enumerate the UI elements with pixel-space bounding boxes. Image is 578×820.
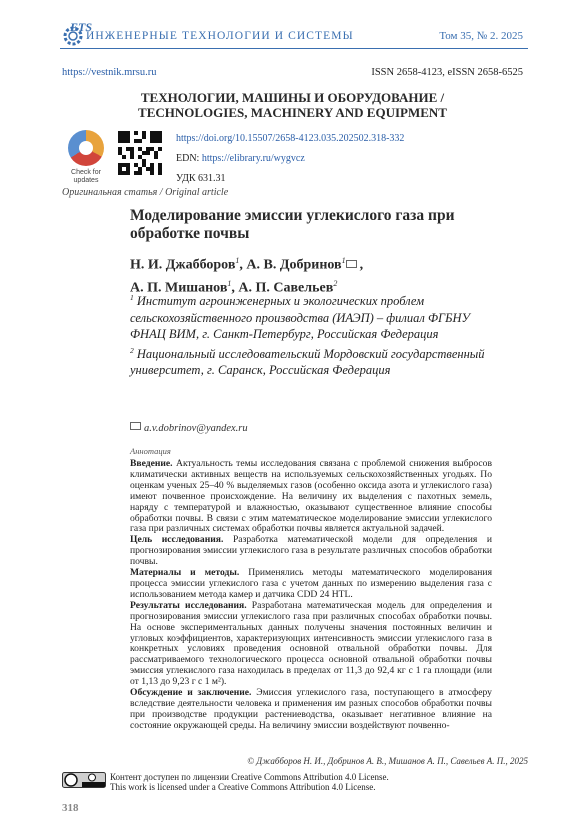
envelope-icon bbox=[130, 422, 141, 430]
journal-logo-text: ETS bbox=[70, 20, 93, 34]
edn: EDN: https://elibrary.ru/wygvcz bbox=[176, 153, 305, 164]
page-number: 318 bbox=[62, 802, 79, 814]
udk: УДК 631.31 bbox=[176, 173, 226, 184]
affiliation-1: $^1$ Институт агроинженерных и экологических проблем сельскохозяйственного производства (ИАЭП) – филиал ФГБНУ ФНАЦ ВИМ, г. Санкт-Петербург, Российская Федерация bbox=[130, 293, 470, 342]
journal-url-link[interactable]: https://vestnik.mrsu.ru bbox=[62, 67, 157, 78]
abstract-methods: Материалы и методы. Применялись методы математического моделирования процесса эмиссии углекислого газа с учетом данных по измерению выделения газа с использованием метода камер и датчика CDD 24 HTL. bbox=[130, 567, 492, 600]
abstract-aim: Цель исследования. Разработка математической модели для определения и прогнозирования эмиссии углекислого газа в результате различных способов обработки почвы. bbox=[130, 534, 493, 568]
affiliation-2: $^2$ Национальный исследовательский Мордовский государственный университет, г. Саранск, Российская Федерация bbox=[130, 345, 485, 378]
corresponding-email bbox=[130, 423, 248, 434]
check-updates-icon bbox=[68, 130, 104, 166]
affiliations bbox=[130, 290, 490, 379]
author-1: Н. И. Джабборов bbox=[130, 257, 236, 273]
section-title bbox=[62, 90, 523, 120]
authors: Н. И. Джабборов$^1$, А. В. Добринов$^1$ , А. П. Мишанов$^1$, А. П. Савельев$^2$ bbox=[130, 256, 364, 296]
abstract-intro: Введение. Актуальность темы исследования связана с проблемой снижения выбросов климатически активных веществ на используемых сельскохозяйственных угодьях. По оценкам ученых 25–40 % выделяемых газов (особенно оксида азота и углекислого газа) имеют почвенное происхождение. На величину их выделения с пахотных земель, наряду с температурой и влажностью, оказывают существенное влияние способы обработки почвы. В связи с этим математическое моделирование эмиссии углекислого газа при различных системах обработки почвы является актуальной задачей. bbox=[130, 458, 492, 535]
doi-link[interactable]: https://doi.org/10.15507/2658-4123.035.202502.318-332 bbox=[176, 133, 405, 144]
author-2: А. В. Добринов bbox=[246, 257, 342, 273]
section-title-ru: ТЕХНОЛОГИИ, МАШИНЫ И ОБОРУДОВАНИЕ / bbox=[140, 90, 445, 105]
cc-by-license-icon bbox=[62, 772, 106, 788]
email-link[interactable]: a.v.dobrinov@yandex.ru bbox=[144, 423, 248, 434]
journal-name: ИНЖЕНЕРНЫЕ ТЕХНОЛОГИИ И СИСТЕМЫ bbox=[86, 30, 354, 42]
abstract-label: Аннотация bbox=[130, 446, 171, 456]
article-type: Оригинальная статья / Original article bbox=[62, 187, 229, 198]
author-4: А. П. Савельев bbox=[238, 280, 334, 296]
copyright: © Джабборов Н. И., Добринов А. В., Мишанов А. П., Савельев А. П., 2025 bbox=[247, 756, 528, 766]
license-ru: Контент доступен по лицензии Creative Commons Attribution 4.0 License. bbox=[110, 772, 389, 782]
abstract-results: Результаты исследования. Разработана математическая модель для определения и прогнозирования эмиссии углекислого газа при различных способах обработки почвы. На основе экспериментальных данных получены значения постоянных величин и угловых коэффициентов, характеризующих интенсивность эмиссии углекислого газа в конкретных условиях проведения основной отвальной обработки почвы. Для рассматриваемого технологического процесса основной отвальной обработки почвы эмиссия углекислого газа находилась в пределах от 11,3 до 92,4 кг с 1 га площади (или от 1,13 до 9,23 г с 1 м²). bbox=[130, 599, 492, 688]
license-text bbox=[110, 772, 389, 792]
check-updates-label: Check for updates bbox=[71, 169, 101, 184]
article-title: Моделирование эмиссии углекислого газа при обработке почвы bbox=[130, 207, 455, 242]
abstract-discussion: Обсуждение и заключение. Эмиссия углекислого газа, поступающего в атмосферу вследствие деятельности человека и применения им разных способов обработки почвы при производстве продукции растениеводства, оказывает негативное влияние на состояние окружающей среды. На величину эмиссии воздействуют почвенно- bbox=[130, 687, 492, 731]
author-3: А. П. Мишанов bbox=[130, 280, 228, 296]
header-divider bbox=[60, 48, 528, 49]
issn: ISSN 2658-4123, eISSN 2658-6525 bbox=[371, 67, 523, 78]
abstract bbox=[130, 459, 492, 732]
section-title-en: TECHNOLOGIES, MACHINERY AND EQUIPMENT bbox=[138, 105, 447, 120]
license-en: This work is licensed under a Creative Commons Attribution 4.0 License. bbox=[110, 782, 376, 792]
edn-link[interactable]: https://elibrary.ru/wygvcz bbox=[201, 153, 305, 164]
issue-info: Том 35, № 2. 2025 bbox=[439, 30, 523, 42]
qr-code-icon bbox=[118, 131, 162, 175]
check-for-updates-button[interactable] bbox=[62, 130, 110, 185]
email-icon bbox=[346, 260, 357, 268]
